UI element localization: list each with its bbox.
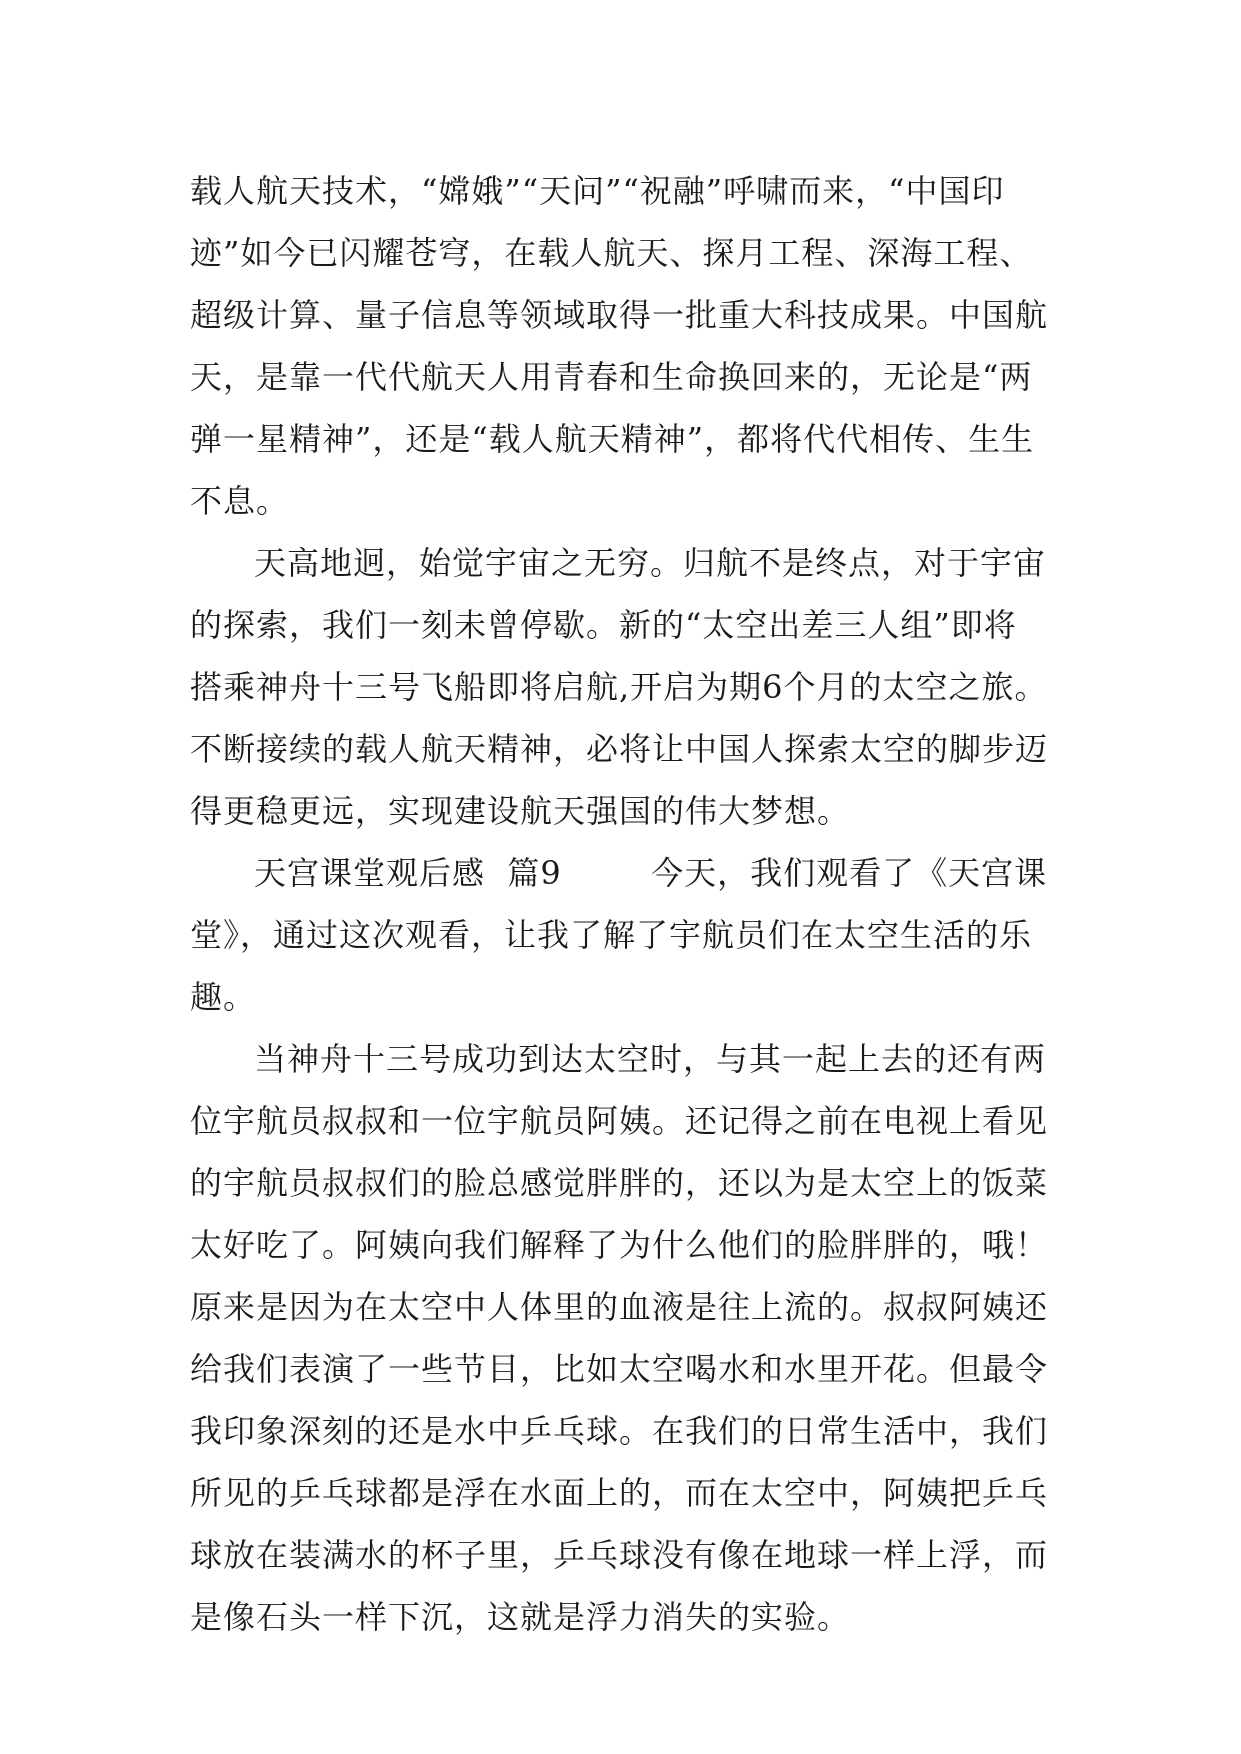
text-line: 天高地迥，始觉宇宙之无穷。归航不是终点，对于宇宙 xyxy=(254,544,1047,582)
text-line: 我印象深刻的还是水中乒乓球。在我们的日常生活中，我们 xyxy=(190,1412,1049,1450)
text-line: 不断接续的载人航天精神，必将让中国人探索太空的脚步迈 xyxy=(190,730,1049,768)
text-line: 迹”如今已闪耀苍穹，在载人航天、探月工程、深海工程、 xyxy=(190,234,1033,272)
text-line: 球放在装满水的杯子里，乒乓球没有像在地球一样上浮，而 xyxy=(190,1536,1049,1574)
text-line: 太好吃了。阿姨向我们解释了为什么他们的脸胖胖的，哦！ xyxy=(190,1226,1049,1264)
document-body xyxy=(190,160,1070,1648)
paragraph-aerospace-achievements xyxy=(190,160,1070,532)
paragraph-section-heading xyxy=(190,842,1070,1028)
text-line: 搭乘神舟十三号飞船即将启航,开启为期6个月的太空之旅。 xyxy=(190,668,1048,706)
text-line: 原来是因为在太空中人体里的血液是往上流的。叔叔阿姨还 xyxy=(190,1288,1049,1326)
text-line: 的探索，我们一刻未曾停歇。新的“太空出差三人组”即将 xyxy=(190,606,1017,644)
text-line: 弹一星精神”，还是“载人航天精神”，都将代代相传、生生 xyxy=(190,420,1035,458)
text-line: 是像石头一样下沉，这就是浮力消失的实验。 xyxy=(190,1598,851,1636)
text-line: 天，是靠一代代航天人用青春和生命换回来的，无论是“两 xyxy=(190,358,1033,396)
text-line: 不息。 xyxy=(190,482,290,520)
text-line: 超级计算、量子信息等领域取得一批重大科技成果。中国航 xyxy=(190,296,1049,334)
paragraph-universe-exploration xyxy=(190,532,1070,842)
text-line: 堂》，通过这次观看，让我了解了宇航员们在太空生活的乐 xyxy=(190,916,1033,954)
text-line: 当神舟十三号成功到达太空时，与其一起上去的还有两 xyxy=(254,1040,1047,1078)
text-line: 所见的乒乓球都是浮在水面上的，而在太空中，阿姨把乒乓 xyxy=(190,1474,1049,1512)
text-line: 天宫课堂观后感 篇9 今天，我们观看了《天宫课 xyxy=(254,854,1048,892)
text-line: 的宇航员叔叔们的脸总感觉胖胖的，还以为是太空上的饭菜 xyxy=(190,1164,1049,1202)
text-line: 趣。 xyxy=(190,978,257,1016)
text-line: 得更稳更远，实现建设航天强国的伟大梦想。 xyxy=(190,792,851,830)
paragraph-ping-pong-experiment xyxy=(190,1028,1070,1648)
text-line: 位宇航员叔叔和一位宇航员阿姨。还记得之前在电视上看见 xyxy=(190,1102,1049,1140)
text-line: 给我们表演了一些节目，比如太空喝水和水里开花。但最令 xyxy=(190,1350,1049,1388)
text-line: 载人航天技术，“嫦娥”“天问”“祝融”呼啸而来，“中国印 xyxy=(190,172,1005,210)
